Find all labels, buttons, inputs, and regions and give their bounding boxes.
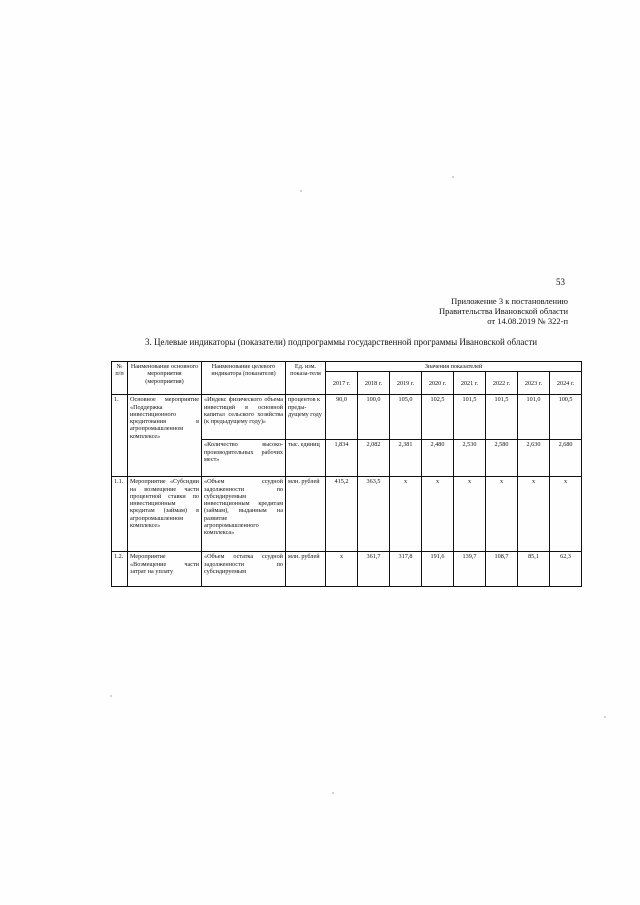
row-value: 191,6 [422,552,454,587]
indicators-table [111,361,582,587]
scan-speck [300,190,302,192]
row-value: 2,082 [358,440,390,477]
row-value: 363,5 [358,477,390,552]
row-unit: тыс. единиц [286,440,326,477]
row-value: 101,5 [486,395,518,440]
row-value: 101,0 [518,395,550,440]
header-year: 2018 г. [358,372,390,395]
row-value: 317,8 [390,552,422,587]
row-unit: млн. рублей [286,477,326,552]
header-unit: Ед. изм. показа-теля [286,362,326,395]
header-year: 2021 г. [454,372,486,395]
scan-speck [332,792,334,794]
row-value: x [518,477,550,552]
table-row [112,395,582,440]
row-value: x [550,477,582,552]
appendix-line-2: Правительства Ивановской области [439,306,568,316]
header-year: 2024 г. [550,372,582,395]
table-row [112,477,582,552]
row-value: 2,630 [518,440,550,477]
row-number: 1.1. [112,477,128,552]
row-value: x [486,477,518,552]
table-header-row [112,362,582,372]
header-year: 2022 г. [486,372,518,395]
header-indicator: Наименование целевого индикатора (показателя) [202,362,286,395]
header-number: № п/п [112,362,128,395]
row-value: x [454,477,486,552]
row-value: 102,5 [422,395,454,440]
scan-speck [110,695,112,697]
row-value: 62,3 [550,552,582,587]
row-value: 415,2 [326,477,358,552]
header-year: 2023 г. [518,372,550,395]
row-indicator: «Объем ссудной задолженности по субсидируемым инвестиционным кредитам (займам), выданным на развитие агропромышленного комплекса» [202,477,286,552]
table-row [112,552,582,587]
row-value: 100,0 [358,395,390,440]
row-unit: процентов к преды-дущему году [286,395,326,440]
page-number: 53 [556,277,565,287]
row-value: 108,7 [486,552,518,587]
appendix-reference [338,296,568,326]
row-value: 2,680 [550,440,582,477]
header-year: 2020 г. [422,372,454,395]
row-value: x [422,477,454,552]
row-indicator: «Объем остатка ссудной задолженности по субсидируемым [202,552,286,587]
header-event: Наименование основного мероприятия (мероприятия) [128,362,202,395]
row-value: 85,1 [518,552,550,587]
row-value: 2,580 [486,440,518,477]
row-value: 361,7 [358,552,390,587]
row-value: 2,381 [390,440,422,477]
row-indicator: «Количество высоко-производительных рабочих мест» [202,440,286,477]
row-value: 139,7 [454,552,486,587]
row-event: Основное мероприятие «Поддержка инвестиционного кредитования в агропромышленном комплексе» [128,395,202,477]
row-value: 100,5 [550,395,582,440]
appendix-line-3: от 14.08.2019 № 322-п [487,316,568,326]
row-unit: млн. рублей [286,552,326,587]
row-value: 2,530 [454,440,486,477]
row-value: 90,0 [326,395,358,440]
scan-speck [452,176,454,178]
row-event: Мероприятие «Субсидии на возмещение части процентной ставки по инвестиционным кредитам (займам) в агропромышленном комплексе» [128,477,202,552]
row-number: 1.2. [112,552,128,587]
header-values-group: Значения показателей [326,362,582,372]
appendix-line-1: Приложение 3 к постановлению [451,296,568,306]
header-year: 2019 г. [390,372,422,395]
row-event: Мероприятие «Возмещение части затрат на уплату [128,552,202,587]
row-value: x [390,477,422,552]
indicators-table-wrap [111,361,581,587]
row-value: 1,834 [326,440,358,477]
row-indicator: «Индекс физического объема инвестиций в основной капитал сельского хозяйства (к предыдущему году)» [202,395,286,440]
row-value: 101,5 [454,395,486,440]
section-title: 3. Целевые индикаторы (показатели) подпрограммы государственной программы Ивановской области [145,337,538,347]
header-year: 2017 г. [326,372,358,395]
scan-speck [604,716,606,718]
row-value: 2,480 [422,440,454,477]
row-number: 1. [112,395,128,477]
row-value: x [326,552,358,587]
row-value: 105,0 [390,395,422,440]
